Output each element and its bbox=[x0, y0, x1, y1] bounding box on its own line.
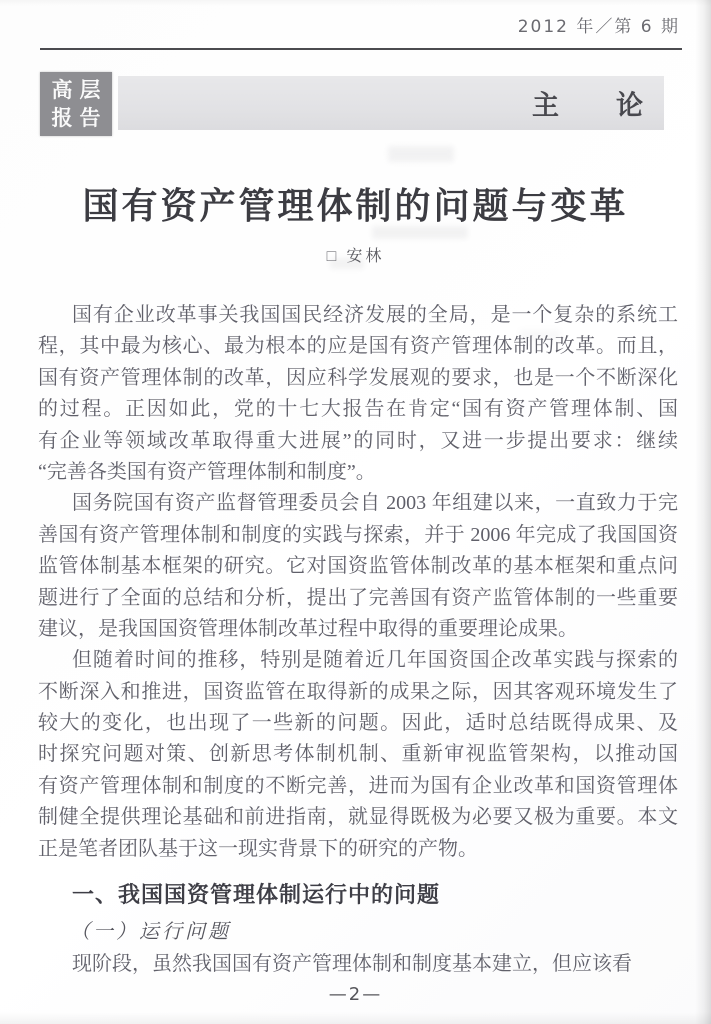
body-line: 时探究问题对策、创新思考体制机制、重新审视监管架构，以推动国 bbox=[38, 743, 678, 766]
body-line: 建议，是我国国资管理体制改革过程中取得的重要理论成果。 bbox=[38, 617, 578, 640]
body-line: 有企业等领域改革取得重大进展”的同时，又进一步提出要求：继续 bbox=[38, 429, 678, 452]
author-marker-icon: □ bbox=[326, 248, 337, 265]
body-line: 不断深入和推进，国资监管在取得新的成果之际，因其客观环境发生了 bbox=[38, 680, 678, 703]
body-line: 监管体制基本框架的研究。它对国资监管体制改革的基本框架和重点问 bbox=[38, 555, 678, 578]
body-paragraphs bbox=[38, 300, 678, 865]
scan-edge-shadow-right bbox=[695, 0, 711, 1024]
issue-label: 2012 年／第 6 期 bbox=[517, 17, 680, 37]
column-badge bbox=[40, 72, 112, 136]
body-line: 现阶段，虽然我国国有资产管理体制和制度基本建立，但应该看 bbox=[72, 953, 632, 976]
body-line: 的过程。正因如此，党的十七大报告在肯定“国有资产管理体制、国 bbox=[38, 398, 678, 421]
body-line: 但随着时间的推移，特别是随着近几年国资国企改革实践与探索的 bbox=[72, 649, 678, 672]
body-line: 程，其中最为核心、最为根本的应是国有资产管理体制的改革。而且， bbox=[38, 335, 678, 358]
section-label: 主 论 bbox=[532, 90, 644, 121]
body-line: 国务院国有资产监督管理委员会自 2003 年组建以来，一直致力于完 bbox=[72, 492, 678, 515]
author-line bbox=[0, 243, 711, 266]
body-line: 较大的变化，也出现了一些新的问题。因此，适时总结既得成果、及 bbox=[38, 712, 678, 735]
body-line: 国有企业改革事关我国国民经济发展的全局，是一个复杂的系统工 bbox=[72, 304, 678, 326]
section-bar bbox=[118, 76, 664, 130]
body-paragraphs-after-heading bbox=[38, 949, 678, 980]
body-line: 有资产管理体制和制度的不断完善，进而为国有企业改革和国资管理体 bbox=[38, 774, 678, 797]
subsection-heading: （一）运行问题 bbox=[70, 921, 231, 944]
scan-edge-shadow-bottom bbox=[0, 1012, 711, 1024]
body-line: 题进行了全面的总结和分析，提出了完善国有资产监管体制的一些重要 bbox=[38, 586, 678, 609]
section-heading: 一、我国国资管理体制运行中的问题 bbox=[72, 882, 441, 908]
article-title: 国有资产管理体制的问题与变革 bbox=[82, 186, 629, 226]
page-number: —2— bbox=[328, 984, 383, 1005]
article-body bbox=[38, 300, 678, 980]
bleedthrough-artifact bbox=[388, 146, 454, 162]
author-name: 安林 bbox=[346, 248, 385, 265]
body-line: 制健全提供理论基础和前进指南，就显得既极为必要又极为重要。本文 bbox=[38, 806, 678, 829]
column-badge-line1: 高层 bbox=[51, 78, 108, 102]
body-line: “完善各类国有资产管理体制和制度”。 bbox=[38, 460, 376, 483]
body-line: 善国有资产管理体制和制度的实践与探索，并于 2006 年完成了我国国资 bbox=[38, 523, 678, 546]
body-line: 国有资产管理体制的改革，因应科学发展观的要求，也是一个不断深化 bbox=[38, 366, 678, 389]
column-badge-line2: 报告 bbox=[51, 106, 108, 130]
scan-edge-shadow-top bbox=[0, 0, 711, 6]
header-rule bbox=[40, 48, 682, 50]
body-line: 正是笔者团队基于这一现实背景下的研究的产物。 bbox=[38, 837, 478, 860]
